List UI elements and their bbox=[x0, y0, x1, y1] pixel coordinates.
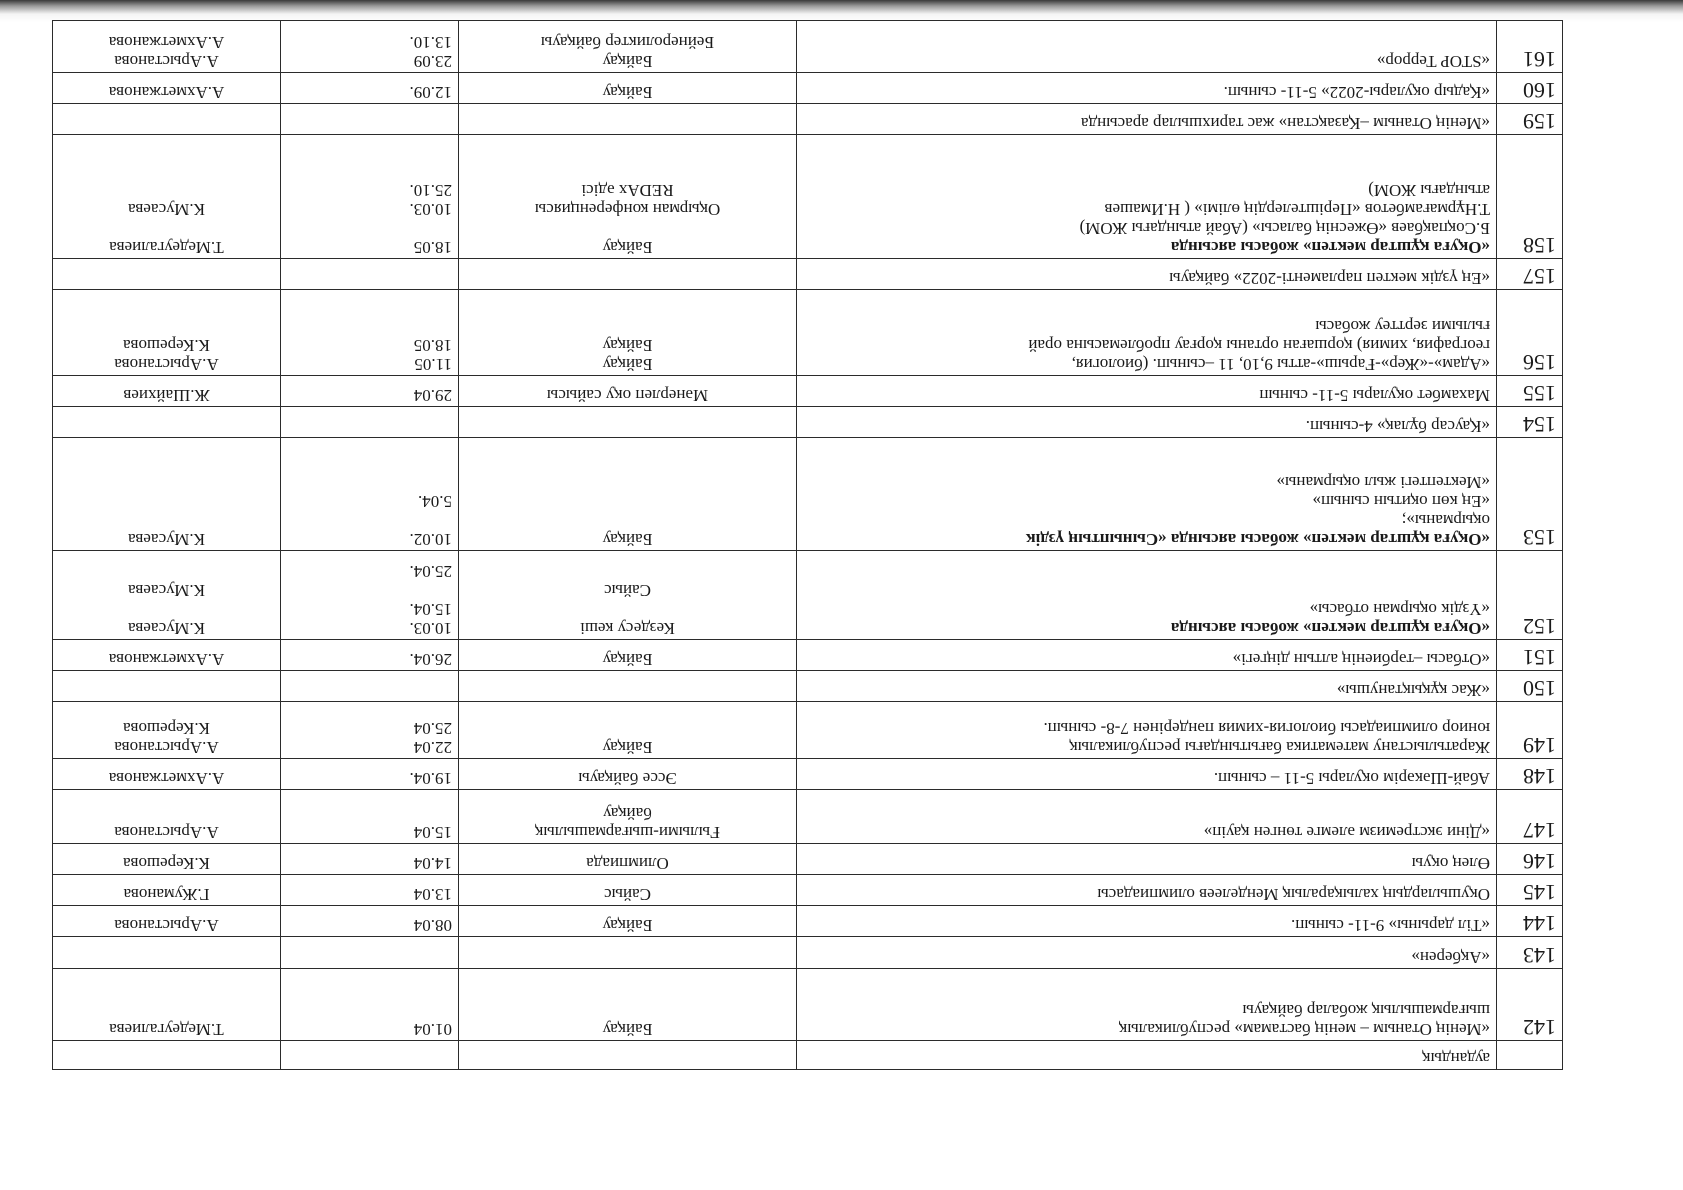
event-name: «Жас құқықтанушы» bbox=[797, 671, 1497, 702]
row-number: 152 bbox=[1497, 551, 1563, 640]
event-date: 12.09. bbox=[281, 73, 459, 104]
event-form: Кездесу кеші Сайыс bbox=[459, 551, 797, 640]
table-row bbox=[53, 407, 1563, 438]
event-date bbox=[281, 407, 459, 438]
event-date: 26.04. bbox=[281, 640, 459, 671]
row-number: 151 bbox=[1497, 640, 1563, 671]
row-number: 150 bbox=[1497, 671, 1563, 702]
table-row bbox=[53, 789, 1563, 843]
responsible-person bbox=[53, 407, 281, 438]
event-name: «Діни экстремизм әлемге төнген қауіп» bbox=[797, 789, 1497, 843]
event-date: 14.04 bbox=[281, 844, 459, 875]
event-date: 01.04 bbox=[281, 968, 459, 1040]
event-form: Байқау bbox=[459, 906, 797, 937]
table-row bbox=[53, 1040, 1563, 1069]
event-name: Махамбет оқулары 5-11- сынып bbox=[797, 376, 1497, 407]
responsible-person: Г.Жуманова bbox=[53, 875, 281, 906]
row-number: 142 bbox=[1497, 968, 1563, 1040]
event-date bbox=[281, 104, 459, 135]
responsible-person: А.Арыстанова А.Ахметжанова bbox=[53, 21, 281, 73]
event-form bbox=[459, 259, 797, 290]
event-name: аудандық bbox=[797, 1040, 1497, 1069]
row-number: 155 bbox=[1497, 376, 1563, 407]
event-name: Өлең оқуы bbox=[797, 844, 1497, 875]
row-number: 161 bbox=[1497, 21, 1563, 73]
event-form bbox=[459, 671, 797, 702]
event-form: Сайыс bbox=[459, 875, 797, 906]
responsible-person: А.Ахметжанова bbox=[53, 758, 281, 789]
responsible-person bbox=[53, 937, 281, 968]
row-number: 145 bbox=[1497, 875, 1563, 906]
event-date bbox=[281, 671, 459, 702]
event-form: Эссе байқауы bbox=[459, 758, 797, 789]
responsible-person bbox=[53, 671, 281, 702]
events-table bbox=[52, 20, 1563, 1070]
responsible-person: А.Арыстанова bbox=[53, 906, 281, 937]
event-date: 23.09 13.10. bbox=[281, 21, 459, 73]
event-date: 13.04 bbox=[281, 875, 459, 906]
event-form: Байқау bbox=[459, 73, 797, 104]
row-number: 153 bbox=[1497, 438, 1563, 551]
responsible-person: Т.Медеугалиева К.Мусаева bbox=[53, 135, 281, 259]
row-number: 160 bbox=[1497, 73, 1563, 104]
responsible-person: Ж.Шайхиев bbox=[53, 376, 281, 407]
event-form: Байқау Оқырман конференциясы REDAx әдісі bbox=[459, 135, 797, 259]
row-number: 158 bbox=[1497, 135, 1563, 259]
event-form: Мәнерлеп оқу сайысы bbox=[459, 376, 797, 407]
responsible-person: А.Арыстанова bbox=[53, 789, 281, 843]
table-row bbox=[53, 968, 1563, 1040]
responsible-person: А.Ахметжанова bbox=[53, 73, 281, 104]
event-name: «Адам»-«Жер»-Ғарыш»-атты 9,10, 11 –сынып. (биология, география, химия) қоршаған ортаны қорғау проблемасына орай ғылыми зерттеу жобасы bbox=[797, 290, 1497, 376]
event-form bbox=[459, 407, 797, 438]
table-row bbox=[53, 551, 1563, 640]
event-name: «Тіл дарыны» 9-11- сынып. bbox=[797, 906, 1497, 937]
row-number: 149 bbox=[1497, 702, 1563, 758]
event-name: «Оқуға құштар мектеп» жобасы аясында «Үздік оқырман отбасы» bbox=[797, 551, 1497, 640]
event-name: «STOP Террор» bbox=[797, 21, 1497, 73]
event-name: «Менің Отаным – менің бастамам» республикалық шығармашылық жобалар байқауы bbox=[797, 968, 1497, 1040]
table-row bbox=[53, 104, 1563, 135]
event-date: 08.04 bbox=[281, 906, 459, 937]
row-number: 146 bbox=[1497, 844, 1563, 875]
table-row bbox=[53, 671, 1563, 702]
event-date bbox=[281, 259, 459, 290]
event-name: «Ең үздік мектеп парламенті-2022» байқауы bbox=[797, 259, 1497, 290]
event-date bbox=[281, 1040, 459, 1069]
event-date: 10.03. 15.04. 25.04. bbox=[281, 551, 459, 640]
table-row bbox=[53, 844, 1563, 875]
row-number: 154 bbox=[1497, 407, 1563, 438]
event-form: Олимпиада bbox=[459, 844, 797, 875]
event-form: Байқау Байқау bbox=[459, 290, 797, 376]
event-name: Абай-Шәкәрім оқулары 5-11 – сынып. bbox=[797, 758, 1497, 789]
event-name: «Қаусар бұлақ» 4-сынып. bbox=[797, 407, 1497, 438]
event-form: Байқау bbox=[459, 968, 797, 1040]
event-form bbox=[459, 937, 797, 968]
table-row bbox=[53, 702, 1563, 758]
responsible-person bbox=[53, 1040, 281, 1069]
event-form: Байқау bbox=[459, 640, 797, 671]
row-number bbox=[1497, 1040, 1563, 1069]
event-form: Байқау bbox=[459, 702, 797, 758]
event-date: 18.05 10.03. 25.10. bbox=[281, 135, 459, 259]
row-number: 148 bbox=[1497, 758, 1563, 789]
responsible-person: А.Арыстанова К.Керешова bbox=[53, 702, 281, 758]
table-row bbox=[53, 438, 1563, 551]
row-number: 147 bbox=[1497, 789, 1563, 843]
table-row bbox=[53, 906, 1563, 937]
table-row bbox=[53, 937, 1563, 968]
responsible-person bbox=[53, 104, 281, 135]
responsible-person: А.Ахметжанова bbox=[53, 640, 281, 671]
table-row bbox=[53, 376, 1563, 407]
table-row bbox=[53, 758, 1563, 789]
event-name: «Менің Отаным –Қазақстан» жас тарихшылар арасында bbox=[797, 104, 1497, 135]
event-name: Оқушылардың халықаралық Менделеев олимпиадасы bbox=[797, 875, 1497, 906]
event-form: Байқау bbox=[459, 438, 797, 551]
event-date: 15.04 bbox=[281, 789, 459, 843]
event-date: 10.02. 5.04. bbox=[281, 438, 459, 551]
table-row bbox=[53, 73, 1563, 104]
event-date: 29.04 bbox=[281, 376, 459, 407]
event-name: «Қадыр оқулары-2022» 5-11- сынып. bbox=[797, 73, 1497, 104]
table-row bbox=[53, 290, 1563, 376]
event-name: «Ақберен» bbox=[797, 937, 1497, 968]
row-number: 156 bbox=[1497, 290, 1563, 376]
row-number: 159 bbox=[1497, 104, 1563, 135]
event-form: Ғылыми-шығармашылық байқау bbox=[459, 789, 797, 843]
table-row bbox=[53, 640, 1563, 671]
row-number: 157 bbox=[1497, 259, 1563, 290]
event-form: Байқау Бейнероликтер байқауы bbox=[459, 21, 797, 73]
event-name: «Оқуға құштар мектеп» жобасы аясында Б.Соқпақбаев «Өжеснің баласы» (Абай атындағы ЖОМ) Т.Нұрмағамбетов «Періштелердің өлімі» ( Н.Имашев атындағы ЖОМ) bbox=[797, 135, 1497, 259]
responsible-person bbox=[53, 259, 281, 290]
event-date: 19.04. bbox=[281, 758, 459, 789]
event-name: Жаратылыстану математика бағытындағы республикалық юниор олимпиадасы биология-химия пәндерінен 7-8- сынып. bbox=[797, 702, 1497, 758]
event-form bbox=[459, 1040, 797, 1069]
table-row bbox=[53, 135, 1563, 259]
events-table-body bbox=[53, 21, 1563, 1070]
row-number: 144 bbox=[1497, 906, 1563, 937]
table-row bbox=[53, 21, 1563, 73]
table-row bbox=[53, 259, 1563, 290]
event-form bbox=[459, 104, 797, 135]
table-row bbox=[53, 875, 1563, 906]
responsible-person: А.Арыстанова К.Керешова bbox=[53, 290, 281, 376]
responsible-person: Т.Медеугалиева bbox=[53, 968, 281, 1040]
responsible-person: К.Мусаева К.Мусаева bbox=[53, 551, 281, 640]
event-date bbox=[281, 937, 459, 968]
responsible-person: К.Мусаева bbox=[53, 438, 281, 551]
event-date: 11.05 18.05 bbox=[281, 290, 459, 376]
row-number: 143 bbox=[1497, 937, 1563, 968]
event-date: 22.04 25.04 bbox=[281, 702, 459, 758]
responsible-person: К.Керешова bbox=[53, 844, 281, 875]
event-name: «Оқуға құштар мектеп» жобасы аясында «Сыныптың үздік оқырманы»; «Ең көп оқитын сынып» «Мектептегі жыл оқырманы» bbox=[797, 438, 1497, 551]
event-name: «Отбасы –тәрбиенің алтын діңгегі» bbox=[797, 640, 1497, 671]
